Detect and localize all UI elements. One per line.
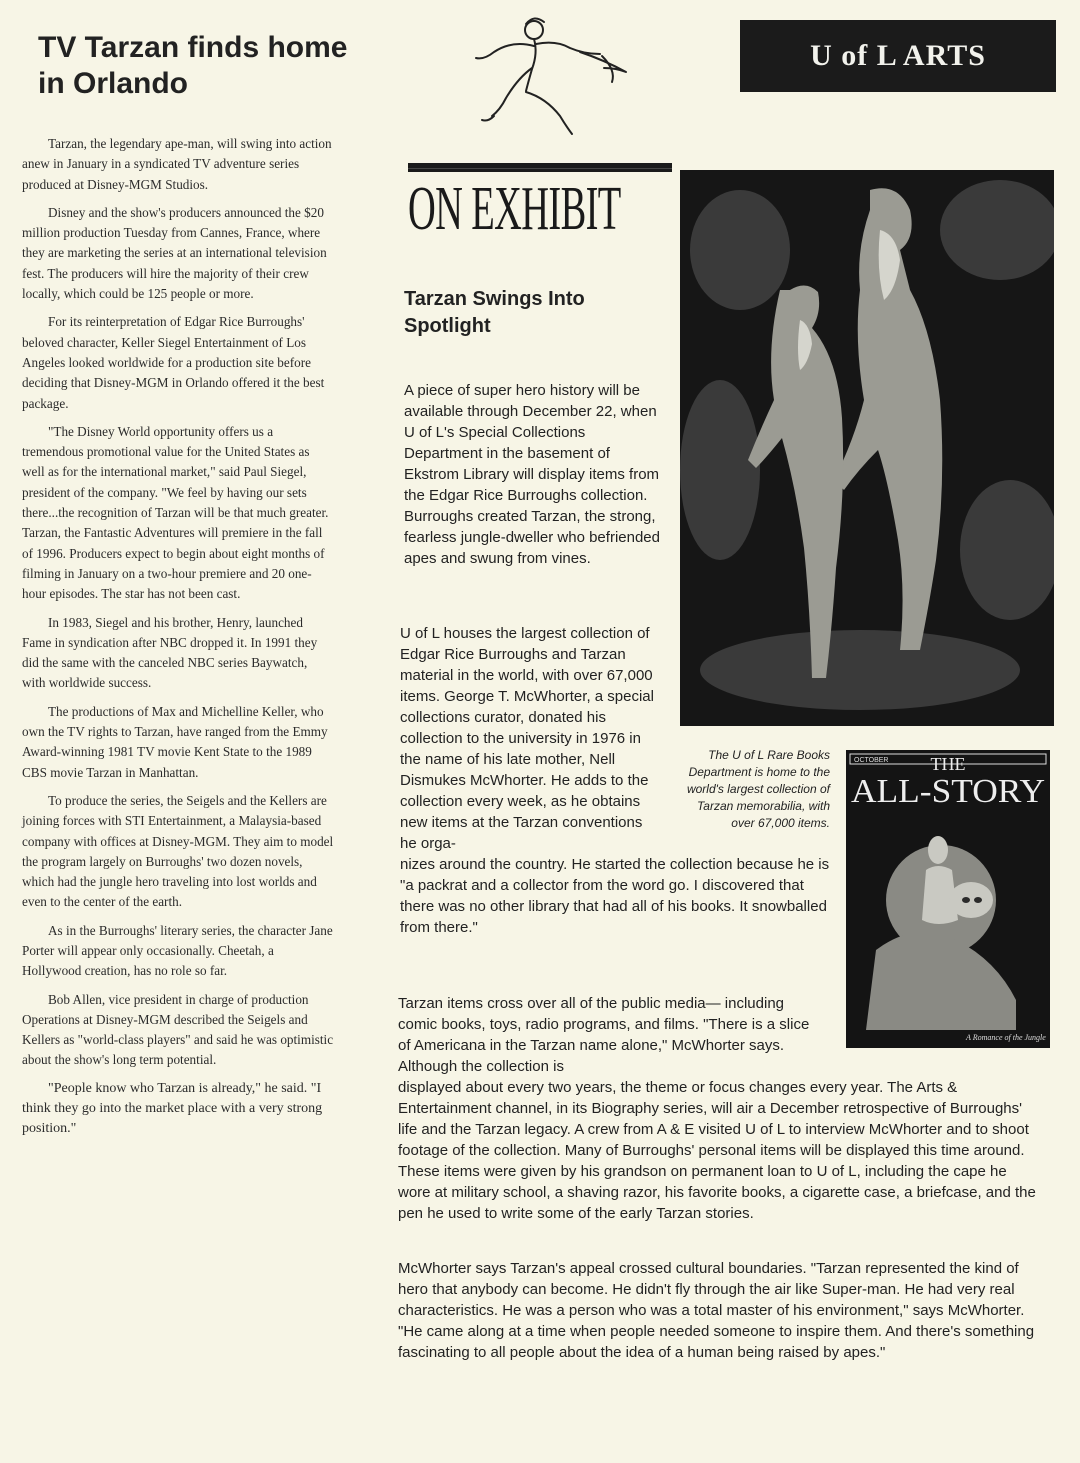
tarzan-jane-photo bbox=[680, 170, 1054, 726]
photo-caption: The U of L Rare Books Department is home to the world's largest collection of Tarzan memorabilia, with over 67,000 items. bbox=[686, 748, 830, 830]
cover-title-the: THE bbox=[930, 754, 966, 774]
paragraph-text: nizes around the country. He started the collection because he is "a packrat and a collector from the word go. I discovered that there was no other library that had all of his books. It snowballed from there." bbox=[400, 856, 830, 936]
section-title: ON EXHIBIT bbox=[408, 175, 621, 243]
section-banner: U of L ARTS bbox=[740, 20, 1056, 92]
paragraph-text: U of L houses the largest collection of Edgar Rice Burroughs and Tarzan material in the world, with over 67,000 items. George T. McWhorter, a special collections curator, donated his collection to the university in 1976 in the name of his late mother, Nell Dismukes McWhorter. He adds to the collection every week, as he obtains new items at the Tarzan conventions he orga- bbox=[400, 625, 654, 852]
left-paragraph: As in the Burroughs' literary series, the character Jane Porter will appear only occasionally. Cheetah, a Hollywood creation, has no role so far. bbox=[22, 922, 333, 979]
all-story-magazine-cover bbox=[846, 750, 1050, 1048]
cover-title-main: ALL-STORY bbox=[851, 773, 1045, 810]
article-subhead: Tarzan Swings Into Spotlight bbox=[404, 288, 585, 337]
main-paragraph-1 bbox=[404, 380, 662, 569]
left-paragraph: Disney and the show's producers announced the $20 million production Tuesday from Cannes, France, where they are marketing the series at an international television fest. The producers will hire the majority of their crew locally, which could be 125 people or more. bbox=[22, 204, 327, 302]
left-paragraph: For its reinterpretation of Edgar Rice Burroughs' beloved character, Keller Siegel Entertainment of Los Angeles looked worldwide for a production site before deciding that Disney-MGM in Orlando offered it the best package. bbox=[22, 314, 325, 411]
left-headline: TV Tarzan finds home in Orlando bbox=[38, 31, 348, 100]
left-article-body bbox=[22, 134, 334, 1148]
cover-month: OCTOBER bbox=[854, 757, 889, 764]
left-paragraph: The productions of Max and Michelline Keller, who own the TV rights to Tarzan, have ranged from the Emmy Award-winning 1981 TV movie Kent State to the 1989 CBS movie Tarzan in Manhattan. bbox=[22, 703, 328, 780]
paragraph-text: McWhorter says Tarzan's appeal crossed cultural boundaries. "Tarzan represented the kind of hero that anybody can become. He didn't fly through the air like Super-man. He had very real characteristics. He was a person who was a total master of his environment," says McWhorter. "He came along at a time when people needed someone to inspire them. And there's something fascinating to all people about the idea of a human being raised by apes." bbox=[398, 1260, 1035, 1361]
main-paragraph-4 bbox=[398, 1258, 1038, 1363]
left-paragraph: "The Disney World opportunity offers us a tremendous promotional value for the United States as well as for the international market," said Paul Siegel, president of the company. "We feel by having our sets there...the recognition of Tarzan will be that much greater. Tarzan, the Fantastic Adventures will premiere in the fall of 1996. Producers expect to begin about eight months of filming in January on a two-hour premiere and 20 one-hour episodes. The star has not been cast. bbox=[22, 423, 329, 602]
left-paragraph: Bob Allen, vice president in charge of production Operations at Disney-MGM described the Seigels and Kellers as "world-class players" and said he was optimistic about the show's long term potential. bbox=[22, 991, 334, 1068]
paragraph-text: displayed about every two years, the theme or focus changes every year. The Arts & Entertainment channel, in its Biography series, will air a December retrospective of Burroughs' life and the Tarzan legacy. A crew from A & E visited U of L to interview McWhorter and to shoot footage of the collection. Many of Burroughs' personal items will be displayed this time around. These items were given by his grandson on permanent loan to U of L, including the cape he wore at military school, a shaving razor, his favorite books, a cigarette case, a briefcase, and the pen he used to write some of the early Tarzan stories. bbox=[398, 1079, 1036, 1222]
left-paragraph: To produce the series, the Seigels and the Kellers are joining forces with STI Entertainment, a Malaysia-based company with offices at Disney-MGM. They aim to model the program largely on Burroughs' two dozen novels, which had the jungle hero traveling into lost worlds and even to the center of the earth. bbox=[22, 792, 334, 910]
tarzan-figure-logo bbox=[460, 8, 640, 142]
paragraph-text: A piece of super hero history will be available through December 22, when U of L's Special Collections Department in the basement of Ekstrom Library will display items from the Edgar Rice Burroughs collection. Burroughs created Tarzan, the strong, fearless jungle-dweller who befriended apes and swung from vines. bbox=[404, 382, 660, 567]
paragraph-text: Tarzan items cross over all of the public media— including comic books, toys, radio programs, and films. "There is a slice of Americana in the Tarzan name alone," McWhorter says. Although the collection is bbox=[398, 995, 810, 1075]
cover-tagline: A Romance of the Jungle bbox=[966, 1033, 1046, 1042]
left-paragraph: Tarzan, the legendary ape-man, will swing into action anew in January in a syndicated TV adventure series produced at Disney-MGM Studios. bbox=[22, 136, 332, 192]
exhibit-rule-thin bbox=[408, 168, 672, 169]
left-paragraph: In 1983, Siegel and his brother, Henry, launched Fame in syndication after NBC dropped it. In 1991 they did the same with the canceled NBC series Baywatch, with worldwide success. bbox=[22, 614, 318, 691]
left-paragraph: "People know who Tarzan is already," he said. "I think they go into the market place with a very strong position." bbox=[22, 1080, 323, 1137]
